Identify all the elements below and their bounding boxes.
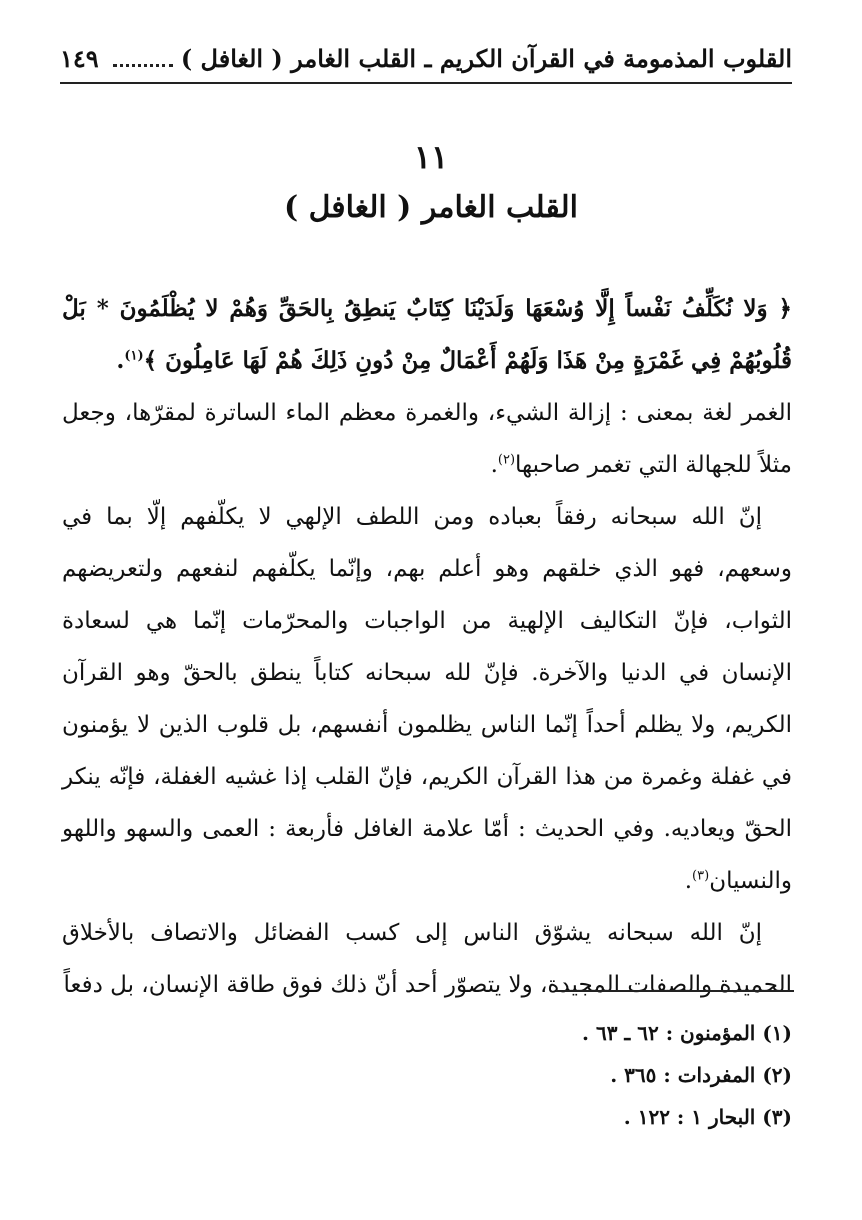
footnotes (392, 1012, 792, 1138)
page-number: ١٤٩ (60, 43, 99, 73)
footnote-1: (١) المؤمنون : ٦٢ ـ ٦٣ . (582, 1021, 792, 1045)
footnote-rule (556, 990, 794, 992)
header-rule (60, 82, 792, 84)
footnote-3: (٣) البحار ١ : ١٢٢ . (623, 1105, 792, 1129)
leader-dots (113, 50, 173, 67)
paragraph-definition-text: الغمر لغة بمعنى : إزالة الشيء، والغمرة معظم الماء الساترة لمقرّها، وجعل مثلاً للجهالة التي تغمر صاحبها (62, 400, 792, 478)
running-header (60, 38, 792, 78)
chapter-number: ١١ (413, 138, 449, 176)
footnote-ref-2: (٢) (497, 452, 516, 468)
paragraph-continued: إنّ الله سبحانه يشوّق الناس إلى كسب الفضائل والاتصاف بالأخلاق الحميدة والصفات المجيدة، ولا يتصوّر أحد أنّ ذلك فوق طاقة الإنسان، بل دفعاً (62, 920, 792, 998)
footnote-ref-1: (١) (124, 348, 144, 364)
paragraph-definition: الغمر لغة بمعنى : إزالة الشيء، والغمرة معظم الماء الساترة لمقرّها، وجعل مثلاً للجهالة التي تغمر صاحبها$^{(٢)}$. (62, 400, 792, 478)
footnote-2: (٢) المفردات : ٣٦٥ . (610, 1063, 792, 1087)
paragraph-main: إنّ الله سبحانه رفقاً بعباده ومن اللطف الإلهي لا يكلّفهم إلّا بما في وسعهم، فهو الذي خلقهم وهو أعلم بهم، وإنّما يكلّفهم لنفعهم ولتعريضهم الثواب، فإنّ التكاليف الإلهية من الواجبات والمحرّمات إنّما هي لسعادة الإنسان في الدنيا والآخرة. فإنّ لله سبحانه كتاباً ينطق بالحقّ وهو القرآن الكريم، ولا يظلم أحداً إنّما الناس يظلمون أنفسهم، بل قلوب الذين لا يؤمنون في غفلة وغمرة من هذا القرآن الكريم، فإنّ القلب إذا غشيه الغفلة، فإنّه ينكر الحقّ ويعاديه. وفي الحديث : أمّا علامة الغافل فأربعة : العمى والسهو واللهو والنسيان$^{(٣)}$. (62, 504, 792, 894)
quran-verse: ﴿ وَلا نُكَلِّفُ نَفْساً إِلَّا وُسْعَهَا وَلَدَيْنَا كِتَابٌ يَنطِقُ بِالحَقِّ وَهُمْ لا يُظْلَمُونَ * بَلْ قُلُوبُهُمْ فِي غَمْرَةٍ مِنْ هَذَا وَلَهُمْ أَعْمَالٌ مِنْ دُونِ ذَلِكَ هُمْ لَهَا عَامِلُونَ ﴾$^{(١)}$. (62, 295, 792, 374)
chapter-title: القلب الغامر ( الغافل ) (283, 190, 579, 225)
running-title: القلوب المذمومة في القرآن الكريم ـ القلب الغامر ( الغافل ) (180, 43, 792, 73)
verse-text: ﴿ وَلا نُكَلِّفُ نَفْساً إِلَّا وُسْعَهَا وَلَدَيْنَا كِتَابٌ يَنطِقُ بِالحَقِّ وَهُمْ لا يُظْلَمُونَ * بَلْ قُلُوبُهُمْ فِي غَمْرَةٍ مِنْ هَذَا وَلَهُمْ أَعْمَالٌ مِنْ دُونِ ذَلِكَ هُمْ لَهَا عَامِلُونَ ﴾ (62, 295, 792, 374)
paragraph-main-text: إنّ الله سبحانه رفقاً بعباده ومن اللطف الإلهي لا يكلّفهم إلّا بما في وسعهم، فهو الذي خلقهم وهو أعلم بهم، وإنّما يكلّفهم لنفعهم ولتعريضهم الثواب، فإنّ التكاليف الإلهية من الواجبات والمحرّمات إنّما هي لسعادة الإنسان في الدنيا والآخرة. فإنّ لله سبحانه كتاباً ينطق بالحقّ وهو القرآن الكريم، ولا يظلم أحداً إنّما الناس يظلمون أنفسهم، بل قلوب الذين لا يؤمنون في غفلة وغمرة من هذا القرآن الكريم، فإنّ القلب إذا غشيه الغفلة، فإنّه ينكر الحقّ ويعاديه. وفي الحديث : أمّا علامة الغافل فأربعة : العمى والسهو واللهو والنسيان (62, 504, 792, 894)
body-text (62, 283, 792, 1011)
footnote-ref-3: (٣) (692, 868, 710, 884)
